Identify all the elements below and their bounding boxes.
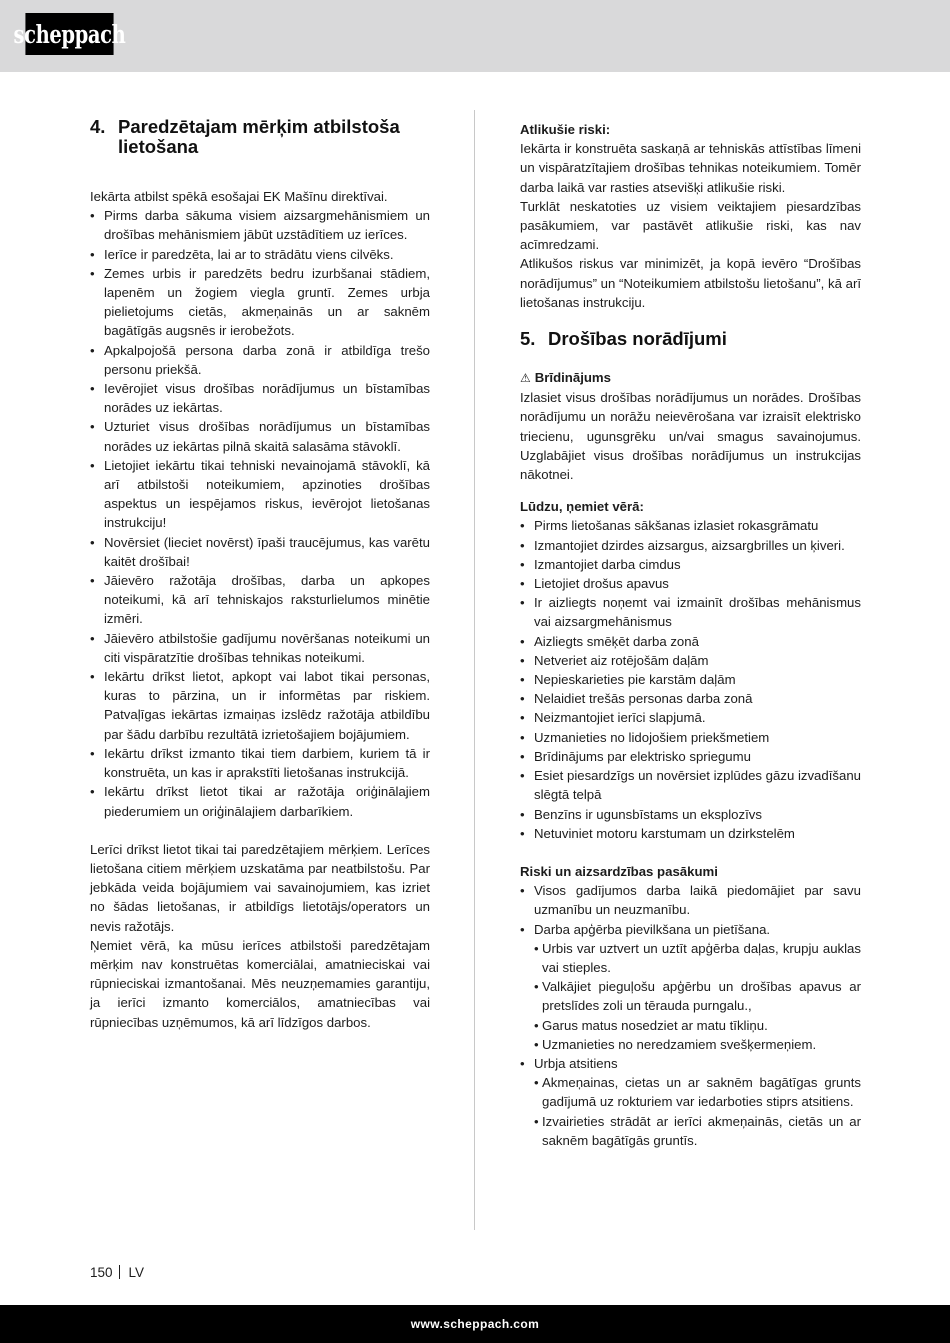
list-item: • Izmantojiet darba cimdus: [520, 555, 861, 574]
list-item: • Uzmanieties no lidojošiem priekšmetiem: [520, 728, 861, 747]
list-item: • Netveriet aiz rotējošām daļām: [520, 651, 861, 670]
improper-use-paragraph: Lerīci drīkst lietot tikai tai paredzētajiem mērķiem. Lerīces lietošana citiem mērķiem uzskatāma par neatbilstošu. Par jebkāda veida bojājumiem vai savainojumiem, kas izriet no šādas lietošanas, ir atbildīgs lietotājs/operators un nevis ražotājs.: [90, 841, 430, 934]
list-item: • Zemes urbis ir paredzēts bedru izurbšanai stādiem, lapenēm un žogiem viegla gruntī. Zemes urbja pielietojums cietās, akmeņainās un ar saknēm bagātīgās augsnēs ir ierobežots.: [90, 264, 430, 341]
list-item: • Aizliegts smēķēt darba zonā: [520, 632, 861, 651]
intro-paragraph: Iekārta atbilst spēkā esošajai EK Mašīnu direktīvai.: [90, 189, 388, 204]
list-item: • Jāievēro ražotāja drošības, darba un apkopes noteikumi, kā arī tehniskajos raksturlielumos minētie izmēri.: [90, 571, 430, 629]
section-5-heading: [520, 329, 861, 349]
list-item: • Darba apģērba pievilkšana un pietīšana.: [520, 920, 861, 939]
list-item: • Visos gadījumos darba laikā piedomājiet par savu uzmanību un neuzmanību.: [520, 881, 861, 919]
list-item: • Benzīns ir ugunsbīstams un eksplozīvs: [520, 805, 861, 824]
header-band: [0, 0, 950, 72]
list-item: • Lietojiet iekārtu tikai tehniski nevainojamā stāvoklī, kā arī atbilstoši noteikumiem, apzinoties drošības aspektus un iespējamos riskus, ievērojot lietošanas instrukciju!: [90, 456, 430, 533]
sub-list-item: • Uzmanieties no neredzamiem svešķermeņiem.: [520, 1035, 861, 1054]
sub-list-item: • Urbis var uztvert un uztīt apģērba daļas, krupju auklas vai stieples.: [520, 939, 861, 977]
residual-risks-paragraph: Turklāt neskatoties uz visiem veiktajiem piesardzības pasākumiem, var pastāvēt atlikušie riski, kas nav acīmredzami.: [520, 198, 861, 253]
list-item: • Jāievēro atbilstošie gadījumu novēršanas noteikumi un citi vispāratzītie drošības tehnikas noteikumi.: [90, 629, 430, 667]
section-number: 4.: [90, 116, 106, 137]
list-item: • Neizmantojiet ierīci slapjumā.: [520, 708, 861, 727]
list-item: • Lietojiet drošus apavus: [520, 574, 861, 593]
section-number: 5.: [520, 328, 536, 350]
list-item: • Ierīce ir paredzēta, lai ar to strādātu viens cilvēks.: [90, 245, 430, 264]
list-item: • Esiet piesardzīgs un novērsiet izplūdes gāzu izvadīšanu slēgtā telpā: [520, 766, 861, 804]
intended-use-list: [90, 206, 430, 821]
list-item: • Nepieskarieties pie karstām daļām: [520, 670, 861, 689]
commercial-use-paragraph: Ņemiet vērā, ka mūsu ierīces atbilstoši paredzētajam mērķim nav konstruētas komerciālai, amatnieciskai vai rūpnieciskai izmantošanai. Mēs neuzņemamies garantiju, ja ierīci izmanto komerciālos, amatniecības vai rūpniecības uzņēmumos, kā arī līdzīgos darbos.: [90, 937, 430, 1030]
section-4-heading: [90, 117, 430, 157]
section-title: Paredzētajam mērķim atbilstoša lietošana: [118, 116, 400, 157]
list-item: • Iekārtu drīkst izmanto tikai tiem darbiem, kuriem tā ir konstruēta, un kas ir aprakstīti lietošanas instrukcijā.: [90, 744, 430, 782]
list-item: • Uzturiet visus drošības norādījumus un bīstamības norādes uz iekārtas pilnā skaitā salasāma stāvoklī.: [90, 417, 430, 455]
list-item: • Novērsiet (lieciet novērst) īpaši traucējumus, kas varētu kaitēt drošībai!: [90, 533, 430, 571]
kickback-sublist: [520, 1073, 861, 1150]
warning-triangle-icon: ⚠: [520, 371, 531, 386]
sub-list-item: • Valkājiet pieguļošu apģērbu un drošības apavus ar pretslīdes zoli un tērauda purngalu.,: [520, 977, 861, 1015]
separator: [119, 1265, 120, 1279]
warning-title-text: Brīdinājums: [534, 370, 611, 386]
sub-list-item: • Akmeņainas, cietas un ar saknēm bagātīgas grunts gadījumā uz rokturiem var iedarboties stiprs atsitiens.: [520, 1073, 861, 1111]
residual-risks-paragraph: Atlikušos riskus var minimizēt, ja kopā ievēro “Drošības norādījumus” un “Noteikumiem atbilstošu lietošanu”, kā arī lietošanas instrukciju.: [520, 256, 861, 310]
left-column: [90, 117, 430, 1032]
list-item: • Pirms darba sākuma visiem aizsargmehānismiem un drošības mehānismiem jābūt uzstādītiem uz ierīces.: [90, 206, 430, 244]
list-item: • Netuviniet motoru karstumam un dzirkstelēm: [520, 824, 861, 843]
risks-list-2: [520, 1054, 861, 1073]
warning-paragraph: Izlasiet visus drošības norādījumus un norādes. Drošības norādījumu un norāžu neievērošana var izraisīt elektrisko triecienu, ugunsgrēku un/vai smagus savainojumus. Uzglabājiet visus drošības norādījumus un instrukcijas nākotnei.: [520, 390, 861, 483]
list-item: • Iekārtu drīkst lietot tikai ar ražotāja oriģinālajiem piederumiem un oriģinālajiem darbarīkiem.: [90, 782, 430, 820]
page-number: 150: [90, 1265, 113, 1280]
list-item: • Nelaidiet trešās personas darba zonā: [520, 689, 861, 708]
language-code: LV: [128, 1265, 145, 1280]
brand-logo: scheppach: [25, 13, 113, 55]
residual-risks-paragraph: Iekārta ir konstruēta saskaņā ar tehniskās attīstības līmeni un vispāratzītajiem drošības tehnikas noteikumiem. Tomēr darba laikā var rasties atsevišķi atlikušie riski.: [520, 141, 861, 195]
sub-list-item: • Izvairieties strādāt ar ierīci akmeņainās, cietās un ar saknēm bagātīgās gruntīs.: [520, 1112, 861, 1150]
warning-title: [520, 368, 861, 388]
list-item: • Iekārtu drīkst lietot, apkopt vai labot tikai personas, kuras to pārzina, un ir informētas par riskiem. Patvaļīgas iekārtas izmaiņas izslēdz ražotāja atbildību par šādu darbību rezultātā izrietošajiem bojājumiem.: [90, 667, 430, 744]
footer-band: [0, 1305, 950, 1343]
notice-title: Lūdzu, ņemiet vērā:: [520, 499, 644, 515]
list-item: • Pirms lietošanas sākšanas izlasiet rokasgrāmatu: [520, 516, 861, 535]
list-item: • Apkalpojošā persona darba zonā ir atbildīga trešo personu priekšā.: [90, 341, 430, 379]
list-item: • Ir aizliegts noņemt vai izmainīt drošības mehānismus vai aizsargmehānismus: [520, 593, 861, 631]
clothing-sublist: [520, 939, 861, 1054]
website-link[interactable]: www.scheppach.com: [410, 1317, 540, 1331]
residual-risks-title: Atlikušie riski:: [520, 122, 611, 137]
risks-list: [520, 881, 861, 939]
column-divider: [474, 110, 475, 1230]
list-item: • Brīdinājums par elektrisko spriegumu: [520, 747, 861, 766]
notice-list: [520, 516, 861, 842]
section-title: Drošības norādījumi: [548, 328, 727, 350]
list-item: • Urbja atsitiens: [520, 1054, 861, 1073]
right-column: [520, 120, 861, 1150]
risks-title: Riski un aizsardzības pasākumi: [520, 863, 718, 879]
list-item: • Ievērojiet visus drošības norādījumus un bīstamības norādes uz iekārtas.: [90, 379, 430, 417]
sub-list-item: • Garus matus nosedziet ar matu tīkliņu.: [520, 1016, 861, 1035]
page-footer-label: [90, 1264, 144, 1282]
list-item: • Izmantojiet dzirdes aizsargus, aizsargbrilles un ķiveri.: [520, 536, 861, 555]
